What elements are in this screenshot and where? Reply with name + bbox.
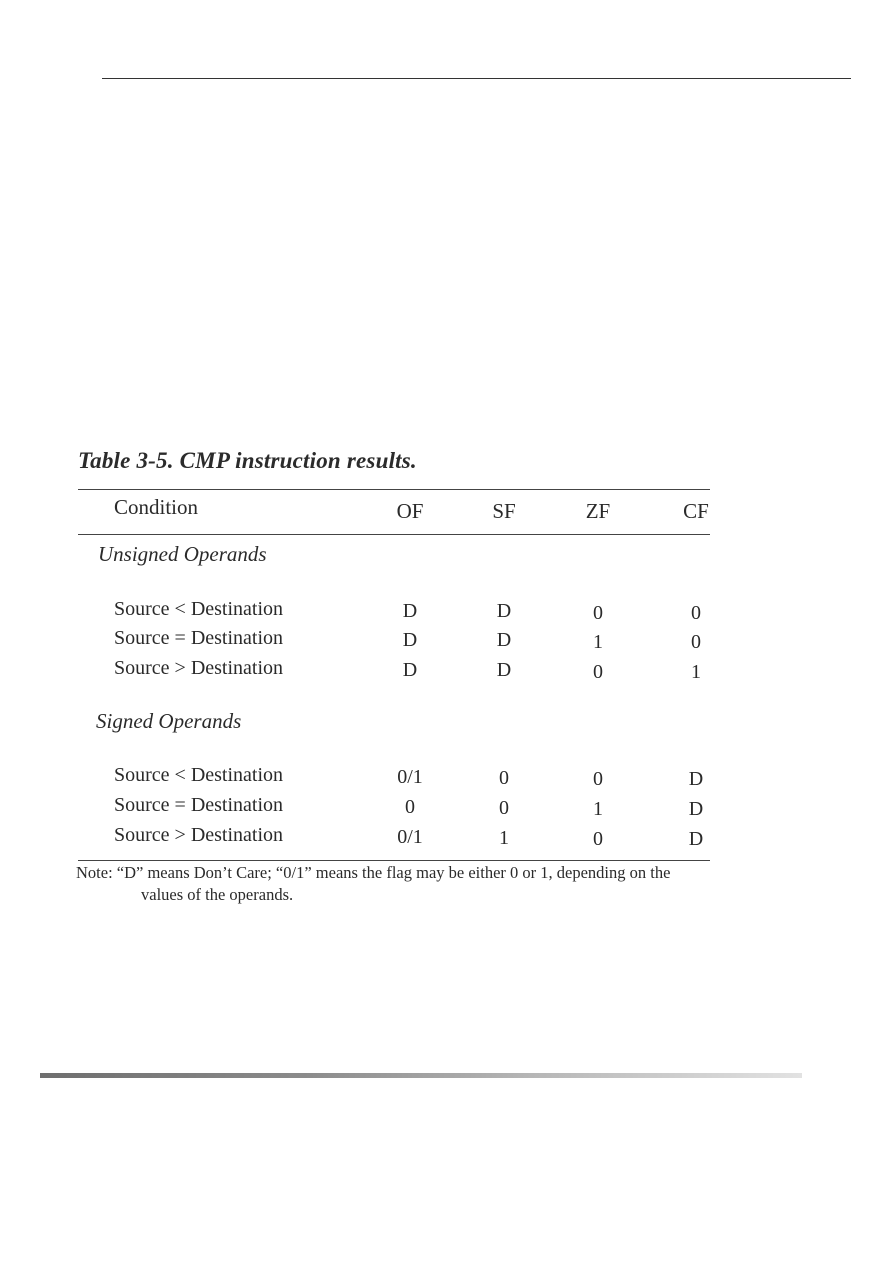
row-condition: Source = Destination (114, 627, 284, 649)
row-zf: 0 (593, 661, 603, 683)
row-condition: Source > Destination (114, 824, 284, 846)
row-of: D (402, 629, 418, 651)
header-zf: ZF (585, 499, 611, 523)
header-sf: SF (492, 499, 516, 523)
row-sf: 0 (499, 797, 509, 819)
row-of: 0 (405, 796, 415, 818)
page-bottom-rule (40, 1073, 802, 1078)
page-top-rule (102, 78, 851, 79)
row-of: 0/1 (397, 766, 423, 788)
row-sf: 0 (499, 767, 509, 789)
section-title-signed: Signed Operands (96, 709, 242, 733)
row-of: D (402, 600, 418, 622)
row-cf: D (688, 798, 704, 820)
row-cf: D (688, 768, 704, 790)
row-zf: 0 (593, 828, 603, 850)
row-cf: D (688, 828, 704, 850)
header-of: OF (396, 499, 424, 523)
row-zf: 0 (593, 768, 603, 790)
row-sf: D (496, 629, 512, 651)
table-header-rule (78, 534, 710, 535)
row-zf: 1 (593, 798, 603, 820)
header-cf: CF (683, 499, 709, 523)
row-condition: Source > Destination (114, 657, 284, 679)
section-title-unsigned: Unsigned Operands (98, 542, 267, 566)
row-condition: Source = Destination (114, 794, 284, 816)
table-bottom-rule (78, 860, 710, 861)
row-cf: 0 (691, 631, 701, 653)
row-cf: 0 (691, 602, 701, 624)
row-sf: D (496, 659, 512, 681)
table-top-rule (78, 489, 710, 490)
table-note: Note: “D” means Don’t Care; “0/1” means the flag may be either 0 or 1, depending on the (76, 863, 671, 882)
table-note-continuation: values of the operands. (141, 885, 294, 904)
row-condition: Source < Destination (114, 598, 284, 620)
row-of: D (402, 659, 418, 681)
row-sf: D (496, 600, 512, 622)
row-of: 0/1 (397, 826, 423, 848)
table-caption: Table 3-5. CMP instruction results. (78, 448, 417, 473)
row-condition: Source < Destination (114, 764, 284, 786)
row-cf: 1 (691, 661, 701, 683)
row-zf: 1 (593, 631, 603, 653)
header-condition: Condition (114, 495, 199, 519)
row-zf: 0 (593, 602, 603, 624)
row-sf: 1 (499, 827, 509, 849)
